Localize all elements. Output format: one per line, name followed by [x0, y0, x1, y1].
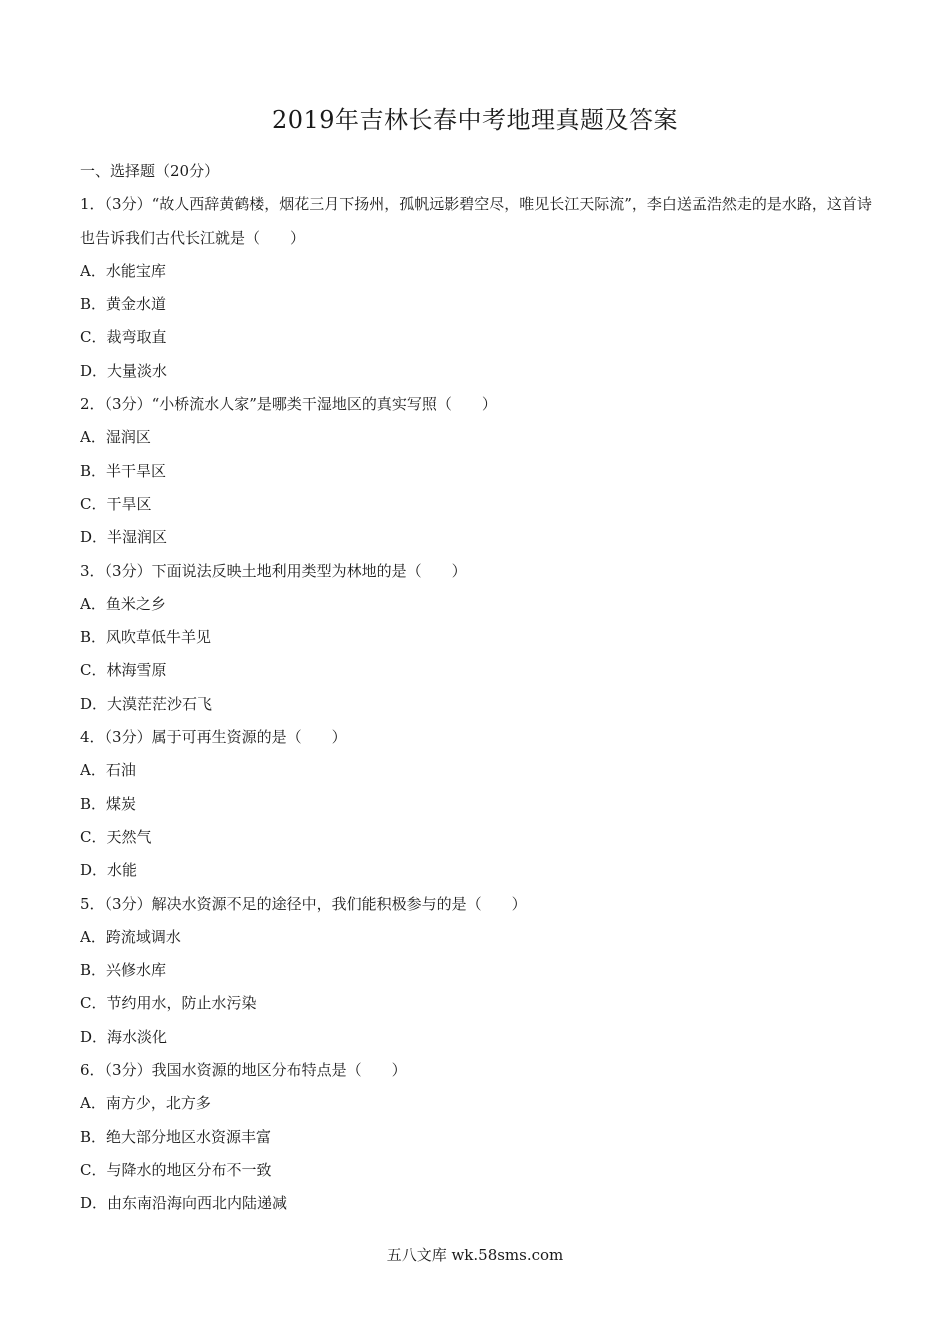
- question-2-option-d: D．半湿润区: [80, 528, 168, 547]
- question-4-stem: 4．（3分）属于可再生资源的是（ ）: [80, 728, 347, 747]
- question-2-option-a: A．湿润区: [80, 428, 151, 447]
- question-1-option-a: A．水能宝库: [80, 261, 166, 280]
- document-body: [80, 155, 875, 1221]
- question-5-stem: 5．（3分）解决水资源不足的途径中，我们能积极参与的是（ ）: [80, 894, 527, 913]
- question-5-option-b: B．兴修水库: [80, 961, 167, 980]
- section-heading: 一、选择题（20分）: [80, 162, 220, 180]
- page-footer: 五八文库 wk.58sms.com: [386, 1246, 564, 1264]
- question-1-option-d: D．大量淡水: [80, 361, 168, 380]
- question-1-option-b: B．黄金水道: [80, 295, 167, 314]
- question-5-option-d: D．海水淡化: [80, 1027, 168, 1046]
- question-5-option-c: C．节约用水，防止水污染: [80, 994, 257, 1013]
- question-3-option-c: C．林海雪原: [80, 661, 167, 680]
- question-6-option-b: B．绝大部分地区水资源丰富: [80, 1127, 272, 1146]
- question-1-stem: 1．（3分）“故人西辞黄鹤楼，烟花三月下扬州，孤帆远影碧空尽，唯见长江天际流”，李白送孟浩然走的是水路，这首诗也告诉我们古代长江就是（ ）: [80, 195, 872, 247]
- question-5-option-a: A．跨流域调水: [80, 927, 181, 946]
- question-2-option-c: C．干旱区: [80, 494, 152, 513]
- question-4-option-d: D．水能: [80, 861, 138, 880]
- question-2-stem: 2．（3分）“小桥流水人家”是哪类干湿地区的真实写照（ ）: [80, 395, 497, 414]
- question-6-stem: 6．（3分）我国水资源的地区分布特点是（ ）: [80, 1061, 407, 1080]
- question-3-option-b: B．风吹草低牛羊见: [80, 628, 212, 647]
- question-2-option-b: B．半干旱区: [80, 461, 167, 480]
- question-3-option-d: D．大漠茫茫沙石飞: [80, 694, 213, 713]
- document-title: 2019年吉林长春中考地理真题及答案: [271, 106, 679, 134]
- question-1-option-c: C．裁弯取直: [80, 328, 167, 347]
- question-6-option-a: A．南方少，北方多: [80, 1094, 211, 1113]
- question-3-option-a: A．鱼米之乡: [80, 594, 166, 613]
- question-4-option-c: C．天然气: [80, 827, 152, 846]
- question-4-option-b: B．煤炭: [80, 794, 137, 813]
- question-6-option-c: C．与降水的地区分布不一致: [80, 1160, 272, 1179]
- question-6-option-d: D．由东南沿海向西北内陆递减: [80, 1194, 288, 1213]
- question-3-stem: 3．（3分）下面说法反映土地利用类型为林地的是（ ）: [80, 561, 467, 580]
- question-4-option-a: A．石油: [80, 761, 136, 780]
